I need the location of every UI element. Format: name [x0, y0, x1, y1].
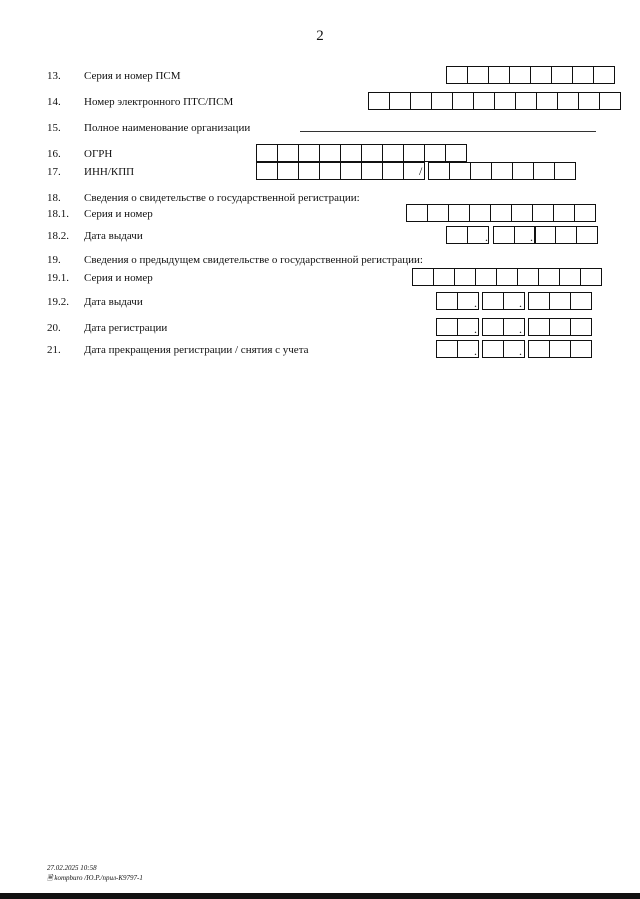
character-cell[interactable] — [528, 318, 550, 336]
character-cell[interactable] — [427, 204, 449, 222]
character-cell[interactable] — [319, 162, 341, 180]
item-number: 16. — [47, 148, 61, 160]
character-cell[interactable] — [599, 92, 621, 110]
character-cell[interactable] — [436, 292, 458, 310]
character-cell[interactable] — [475, 268, 497, 286]
character-cell[interactable] — [580, 268, 602, 286]
character-cell[interactable] — [570, 318, 592, 336]
registration-series-number-field[interactable] — [406, 204, 596, 222]
date-separator: . — [474, 344, 477, 358]
date-separator: . — [474, 322, 477, 336]
character-cell[interactable] — [277, 162, 299, 180]
item-label: Дата выдачи — [84, 296, 143, 308]
character-cell[interactable] — [433, 268, 455, 286]
character-cell[interactable] — [454, 268, 476, 286]
item-label: Сведения о свидетельстве о государственной регистрации: — [84, 192, 360, 204]
item-number: 18.2. — [47, 230, 69, 242]
character-cell[interactable] — [554, 162, 576, 180]
character-cell[interactable] — [298, 162, 320, 180]
character-cell[interactable] — [517, 268, 539, 286]
character-cell[interactable] — [482, 318, 504, 336]
registration-date-year-field[interactable] — [528, 318, 592, 336]
item-label: Дата регистрации — [84, 322, 168, 334]
electronic-pts-number-field[interactable] — [368, 92, 621, 110]
item-label: Дата выдачи — [84, 230, 143, 242]
scan-edge — [0, 893, 640, 899]
previous-issue-date-day-field[interactable] — [436, 292, 479, 310]
row-14 — [0, 92, 640, 112]
item-label: Полное наименование организации — [84, 122, 251, 134]
inn-field[interactable] — [256, 162, 425, 180]
character-cell[interactable] — [436, 318, 458, 336]
item-number: 13. — [47, 70, 61, 82]
character-cell[interactable] — [382, 144, 404, 162]
character-cell[interactable] — [473, 92, 495, 110]
character-cell[interactable] — [512, 162, 534, 180]
character-cell[interactable] — [509, 66, 531, 84]
row-19-2 — [0, 292, 640, 312]
item-number: 14. — [47, 96, 61, 108]
psm-series-number-field[interactable] — [446, 66, 615, 84]
item-label: Серия и номер ПСМ — [84, 70, 181, 82]
date-separator: . — [530, 230, 533, 244]
character-cell[interactable] — [490, 204, 512, 222]
character-cell[interactable] — [574, 204, 596, 222]
character-cell[interactable] — [488, 66, 510, 84]
footer-path-text: kompburo /Ю.Р./прил-К9797-1 — [54, 874, 143, 882]
item-number: 19.2. — [47, 296, 69, 308]
character-cell[interactable] — [368, 92, 390, 110]
item-number: 21. — [47, 344, 61, 356]
character-cell[interactable] — [436, 340, 458, 358]
item-number: 17. — [47, 166, 61, 178]
character-cell[interactable] — [361, 162, 383, 180]
character-cell[interactable] — [528, 340, 550, 358]
character-cell[interactable] — [549, 340, 571, 358]
character-cell[interactable] — [493, 226, 515, 244]
character-cell[interactable] — [410, 92, 432, 110]
previous-issue-date-year-field[interactable] — [528, 292, 592, 310]
character-cell[interactable] — [532, 204, 554, 222]
character-cell[interactable] — [361, 144, 383, 162]
character-cell[interactable] — [277, 144, 299, 162]
date-separator: . — [519, 296, 522, 310]
character-cell[interactable] — [448, 204, 470, 222]
document-icon: 🗎 — [47, 874, 53, 882]
character-cell[interactable] — [482, 340, 504, 358]
character-cell[interactable] — [496, 268, 518, 286]
character-cell[interactable] — [470, 162, 492, 180]
character-cell[interactable] — [406, 204, 428, 222]
item-number: 18.1. — [47, 208, 69, 220]
character-cell[interactable] — [256, 144, 278, 162]
character-cell[interactable] — [469, 204, 491, 222]
row-20 — [0, 318, 640, 338]
row-19-1 — [0, 268, 640, 288]
issue-date-year-field[interactable] — [534, 226, 598, 244]
row-18-2 — [0, 226, 640, 246]
registration-date-day-field[interactable] — [436, 318, 479, 336]
date-separator: . — [519, 344, 522, 358]
character-cell[interactable] — [382, 162, 404, 180]
organization-name-line[interactable] — [300, 131, 596, 132]
character-cell[interactable] — [452, 92, 474, 110]
character-cell[interactable] — [570, 340, 592, 358]
character-cell[interactable] — [551, 66, 573, 84]
character-cell[interactable] — [570, 292, 592, 310]
character-cell[interactable] — [576, 226, 598, 244]
item-label: Номер электронного ПТС/ПСМ — [84, 96, 234, 108]
character-cell[interactable] — [340, 162, 362, 180]
previous-series-number-field[interactable] — [412, 268, 602, 286]
character-cell[interactable] — [389, 92, 411, 110]
date-separator: . — [485, 230, 488, 244]
character-cell[interactable] — [528, 292, 550, 310]
item-label: ИНН/КПП — [84, 166, 135, 178]
character-cell[interactable] — [340, 144, 362, 162]
termination-date-day-field[interactable] — [436, 340, 479, 358]
date-separator: . — [474, 296, 477, 310]
item-label: Серия и номер — [84, 272, 153, 284]
character-cell[interactable] — [578, 92, 600, 110]
character-cell[interactable] — [557, 92, 579, 110]
character-cell[interactable] — [559, 268, 581, 286]
character-cell[interactable] — [553, 204, 575, 222]
character-cell[interactable] — [536, 92, 558, 110]
item-label: Сведения о предыдущем свидетельстве о государственной регистрации: — [84, 254, 423, 266]
character-cell[interactable] — [428, 162, 450, 180]
character-cell[interactable] — [533, 162, 555, 180]
page-number: 2 — [316, 28, 324, 44]
character-cell[interactable] — [482, 292, 504, 310]
character-cell[interactable] — [515, 92, 537, 110]
character-cell[interactable] — [494, 92, 516, 110]
item-number: 18. — [47, 192, 61, 204]
character-cell[interactable] — [530, 66, 552, 84]
termination-date-year-field[interactable] — [528, 340, 592, 358]
item-label: Серия и номер — [84, 208, 153, 220]
character-cell[interactable] — [445, 144, 467, 162]
character-cell[interactable] — [467, 66, 489, 84]
item-label: ОГРН — [84, 148, 113, 160]
character-cell[interactable] — [538, 268, 560, 286]
item-label: Дата прекращения регистрации / снятия с учета — [84, 344, 309, 356]
row-19 — [0, 250, 640, 270]
ogrn-field[interactable] — [256, 144, 467, 162]
character-cell[interactable] — [534, 226, 556, 244]
item-number: 20. — [47, 322, 61, 334]
issue-date-day-field[interactable] — [446, 226, 489, 244]
item-number: 19.1. — [47, 272, 69, 284]
character-cell[interactable] — [572, 66, 594, 84]
inn-kpp-separator: / — [419, 164, 423, 178]
row-18-1 — [0, 204, 640, 224]
footer-timestamp: 27.02.2025 10:58 — [47, 864, 97, 872]
character-cell[interactable] — [449, 162, 471, 180]
character-cell[interactable] — [549, 292, 571, 310]
character-cell[interactable] — [319, 144, 341, 162]
row-21 — [0, 340, 640, 360]
item-number: 19. — [47, 254, 61, 266]
row-16 — [0, 144, 640, 164]
row-15 — [0, 118, 640, 138]
item-number: 15. — [47, 122, 61, 134]
date-separator: . — [519, 322, 522, 336]
character-cell[interactable] — [446, 66, 468, 84]
character-cell[interactable] — [555, 226, 577, 244]
character-cell[interactable] — [491, 162, 513, 180]
row-13 — [0, 66, 640, 86]
character-cell[interactable] — [446, 226, 468, 244]
character-cell[interactable] — [511, 204, 533, 222]
character-cell[interactable] — [256, 162, 278, 180]
kpp-field[interactable] — [428, 162, 576, 180]
character-cell[interactable] — [298, 144, 320, 162]
footer-file-path — [47, 874, 143, 883]
character-cell[interactable] — [424, 144, 446, 162]
character-cell[interactable] — [412, 268, 434, 286]
row-17 — [0, 162, 640, 182]
character-cell[interactable] — [431, 92, 453, 110]
character-cell[interactable] — [549, 318, 571, 336]
character-cell[interactable] — [593, 66, 615, 84]
character-cell[interactable] — [403, 144, 425, 162]
